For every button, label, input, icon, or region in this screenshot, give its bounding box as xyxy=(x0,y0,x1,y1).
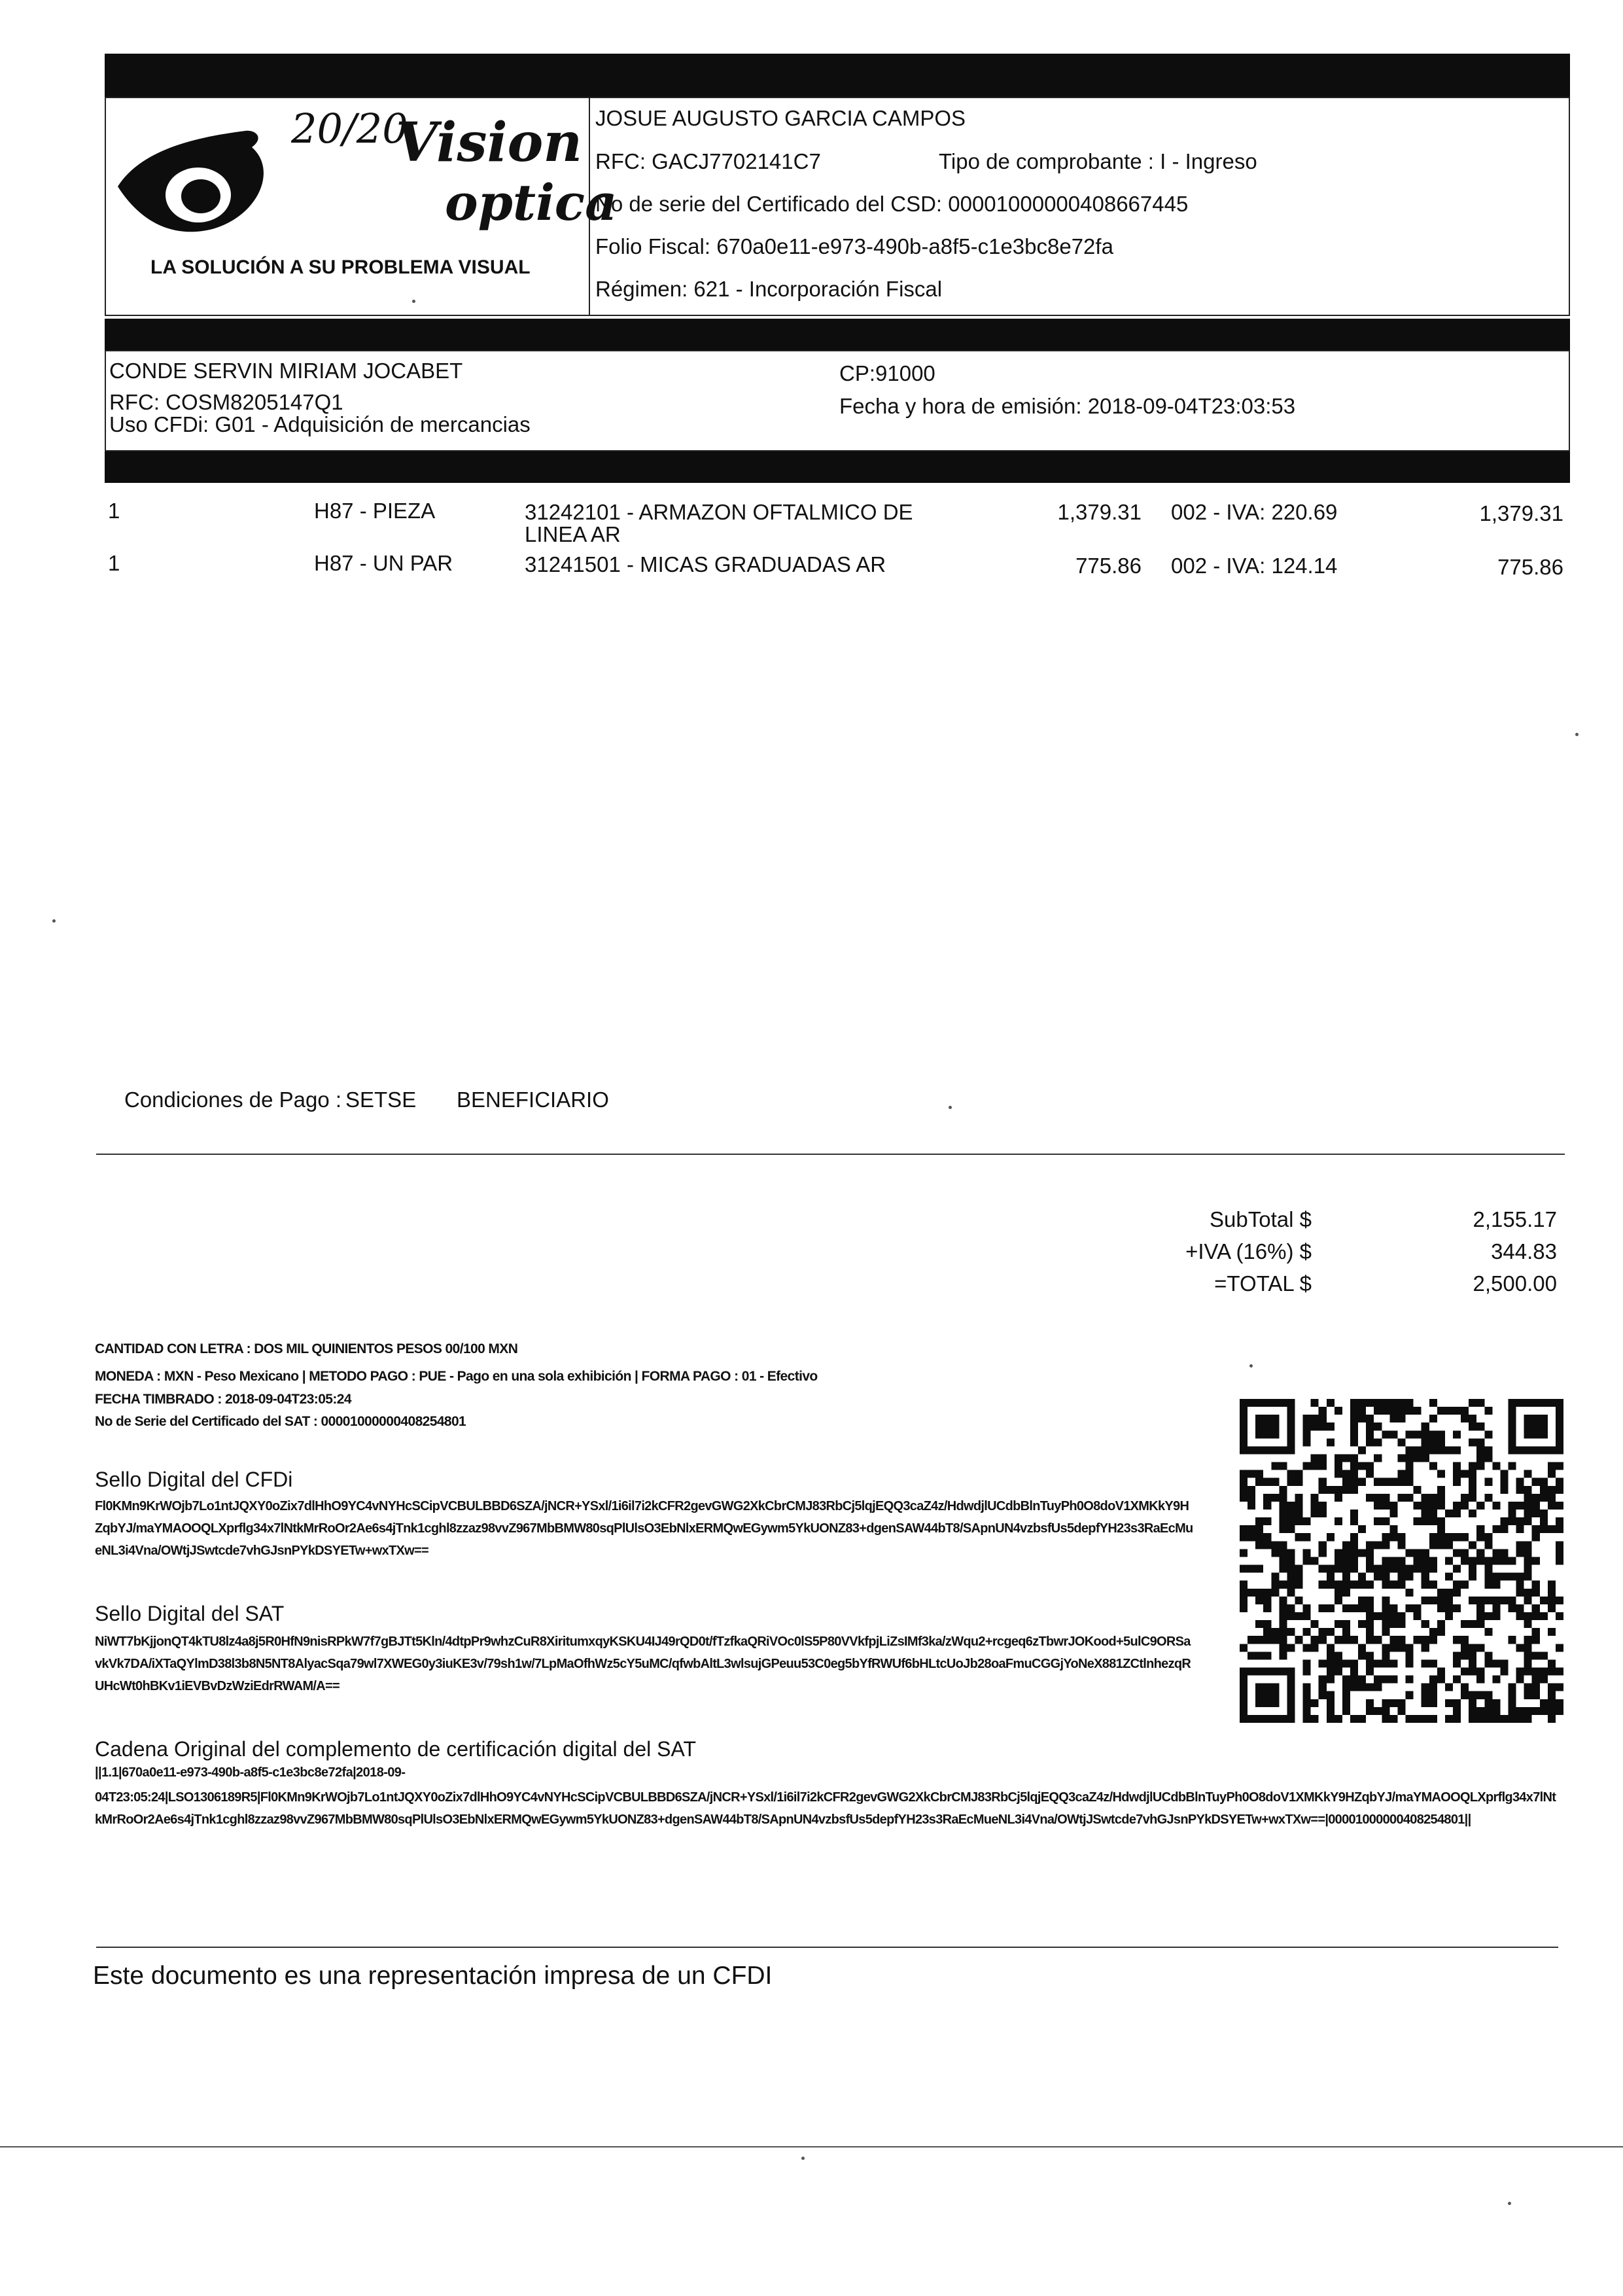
scan-speck xyxy=(1508,2202,1511,2205)
scan-edge-line xyxy=(0,2146,1623,2147)
item-cantidad: 1 xyxy=(108,499,120,523)
item-cantidad: 1 xyxy=(108,551,120,575)
table-row xyxy=(0,551,1623,580)
fecha-emision: Fecha y hora de emisión: 2018-09-04T23:03:53 xyxy=(839,394,1296,418)
item-descripcion-cont: LINEA AR xyxy=(525,522,621,546)
condiciones-beneficiario: BENEFICIARIO xyxy=(457,1087,609,1112)
scan-speck xyxy=(1575,733,1579,736)
logo-word-optica: optica xyxy=(445,173,618,232)
item-importe: 775.86 xyxy=(1497,555,1563,579)
receiver-name: CONDE SERVIN MIRIAM JOCABET xyxy=(109,359,463,383)
company-logo xyxy=(114,105,618,301)
scan-speck xyxy=(412,300,415,303)
cantidad-letra: CANTIDAD CON LETRA : DOS MIL QUINIENTOS PESOS 00/100 MXN xyxy=(95,1341,518,1356)
scan-speck xyxy=(52,919,56,923)
emitter-rfc: RFC: GACJ7702141C7 xyxy=(595,149,821,173)
scan-speck xyxy=(949,1106,952,1109)
total-label: =TOTAL $ xyxy=(1214,1271,1312,1296)
sello-sat-text: NiWT7bKjjonQT4kTU8lz4a8j5R0HfN9nisRPkW7f7gBJTt5Kln/4dtpPr9whzCuR8XiritumxqyKSKU4IJ49rQD0t/fTzfkaQRiVOc0lS5P80VVkfpjLiZsIMf3ka/zWqu2+rcgeq6zTbwrJOKood+5ulC9ORSavkVk7DA/iXTaQYlmD38l3b8N5NT8AlyacSqa79wl7XWEG0y3iuKE3v/79sh1w/7LpMaOfhWz5cY5uMC/qfwbAltL3wlsujGPeuu53C0eg5bYfRWUf6bHLtcUoJb28oaFmuCGGjYoNeX881ZCtlnhezqRUHcWt0hBKv1iEVBvDzWziEdrRWAM/A== xyxy=(95,1634,1191,1693)
sello-sat-title: Sello Digital del SAT xyxy=(95,1602,285,1625)
cadena-text: 04T23:05:24|LSO1306189R5|Fl0KMn9KrWOjb7Lo1ntJQXY0oZix7dlHhO9YC4vNYHcSCipVCBULBBD6SZA/jNCR+YSxl/1i6il7i2kCFR2gevGWG2XkCbrCMJ83RbCj5lqjEQQ3caZ4z/HdwdjlUCdbBlnTuyPh0O8doV1XMKkY9HZqbYJ/maYMAOOQLXprflg34x7lNtkMrRoOr2Ae6s4jTnk1cghl8zzaz98vvZ967MbBMW80sqPlUlsO3EbNlxERMQwEGywm5YkUONZ83+dgenSAW44bT8/SApnUN4vzbsfUs5depfYH23s3RaEcMueNL3i4Vna/OWtjJSwtcde7vhGJsnPYkDSYETw+wxTXw==|00001000000408254801|| xyxy=(95,1790,1556,1827)
sello-cfdi-title: Sello Digital del CFDi xyxy=(95,1468,293,1491)
item-valor-unitario: 775.86 xyxy=(1075,554,1142,578)
cadena-first-line: ||1.1|670a0e11-e973-490b-a8f5-c1e3bc8e72fa|2018-09- xyxy=(95,1765,406,1780)
item-unidad: H87 - UN PAR xyxy=(314,551,453,575)
condiciones-label: Condiciones de Pago : xyxy=(124,1087,342,1112)
receiver-rfc: RFC: COSM8205147Q1 xyxy=(109,390,343,414)
sello-cfdi-text: Fl0KMn9KrWOjb7Lo1ntJQXY0oZix7dlHhO9YC4vNYHcSCipVCBULBBD6SZA/jNCR+YSxl/1i6il7i2kCFR2gevGWG2XkCbrCMJ83RbCj5lqjEQQ3caZ4z/HdwdjlUCdbBlnTuyPh0O8doV1XMKkY9HZqbYJ/maYMAOOQLXprflg34x7lNtkMrRoOr2Ae6s4jTnk1cghl8zzaz98vvZ967MbBMW80sqPlUlsO3EbNlxERMQwEGywm5YkUONZ83+dgenSAW44bT8/SApnUN4vzbsfUs5depfYH23s3RaEcMueNL3i4Vna/OWtjJSwtcde7vhGJsnPYkDSYETw+wxTXw== xyxy=(95,1499,1193,1558)
scan-speck xyxy=(1249,1364,1253,1368)
scan-speck xyxy=(801,2157,805,2160)
logo-number: 20/20 xyxy=(291,105,408,152)
item-valor-unitario: 1,379.31 xyxy=(1057,500,1142,524)
item-importe: 1,379.31 xyxy=(1479,501,1563,525)
table-row xyxy=(0,499,1623,551)
iva-label: +IVA (16%) $ xyxy=(1185,1239,1312,1263)
logo-word-vision: Vision xyxy=(396,111,582,174)
receiver-uso-cfdi: Uso CFDi: G01 - Adquisición de mercancias xyxy=(109,412,531,436)
item-descripcion: 31241501 - MICAS GRADUADAS AR xyxy=(525,552,886,576)
certificado-csd: No de serie del Certificado del CSD: 00001000000408667445 xyxy=(595,192,1189,216)
subtotal-label: SubTotal $ xyxy=(1210,1207,1312,1231)
item-impuesto: 002 - IVA: 124.14 xyxy=(1171,554,1338,578)
section-divider xyxy=(96,1154,1565,1155)
items-top-bar xyxy=(105,451,1570,483)
receiver-top-bar xyxy=(105,319,1570,350)
folio-fiscal: Folio Fiscal: 670a0e11-e973-490b-a8f5-c1e3bc8e72fa xyxy=(595,234,1113,258)
emitter-name: JOSUE AUGUSTO GARCIA CAMPOS xyxy=(595,106,966,130)
item-descripcion: 31242101 - ARMAZON OFTALMICO DE xyxy=(525,500,913,524)
regimen-fiscal: Régimen: 621 - Incorporación Fiscal xyxy=(595,277,943,301)
receiver-cp: CP:91000 xyxy=(839,361,935,385)
subtotal-value: 2,155.17 xyxy=(1473,1207,1557,1231)
item-unidad: H87 - PIEZA xyxy=(314,499,436,523)
qr-code-icon xyxy=(1240,1399,1563,1723)
footer-text: Este documento es una representación impresa de un CFDI xyxy=(93,1962,773,1990)
certificado-sat: No de Serie del Certificado del SAT : 00001000000408254801 xyxy=(95,1414,466,1429)
footer-divider xyxy=(96,1947,1558,1948)
moneda-metodo-forma: MONEDA : MXN - Peso Mexicano | METODO PAGO : PUE - Pago en una sola exhibición | FORMA PAGO : 01 - Efectivo xyxy=(95,1369,818,1384)
item-impuesto: 002 - IVA: 220.69 xyxy=(1171,500,1338,524)
logo-tagline: LA SOLUCIÓN A SU PROBLEMA VISUAL xyxy=(150,256,531,278)
total-value: 2,500.00 xyxy=(1473,1271,1557,1296)
tipo-comprobante: Tipo de comprobante : I - Ingreso xyxy=(939,149,1257,173)
header-top-bar xyxy=(105,54,1570,97)
condiciones-value: SETSE xyxy=(345,1087,417,1112)
cadena-title: Cadena Original del complemento de certificación digital del SAT xyxy=(95,1737,696,1761)
eye-logo-icon xyxy=(114,124,278,242)
iva-value: 344.83 xyxy=(1491,1239,1557,1263)
fecha-timbrado: FECHA TIMBRADO : 2018-09-04T23:05:24 xyxy=(95,1392,351,1407)
